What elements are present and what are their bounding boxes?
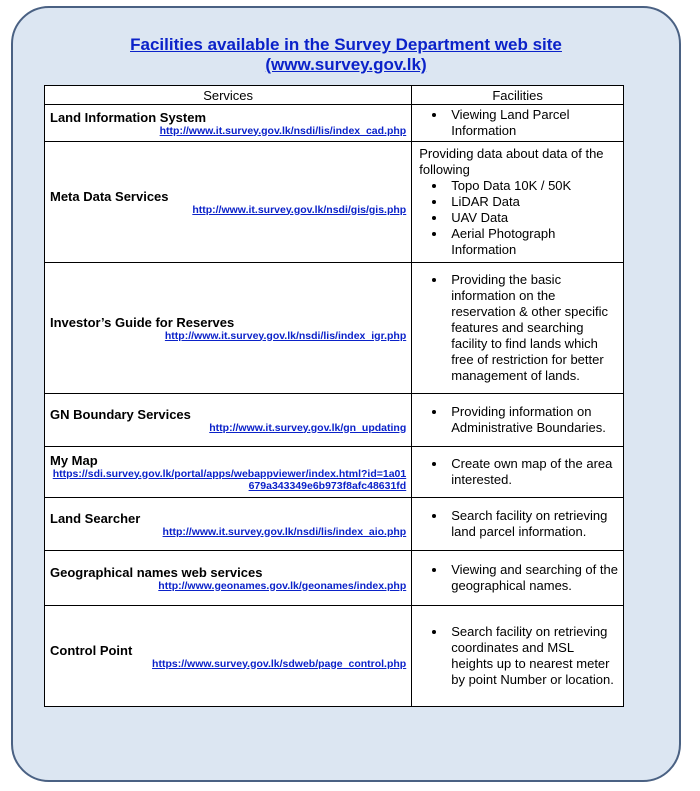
facility-cell [412, 551, 624, 606]
service-name: Geographical names web services [50, 564, 263, 580]
service-name: Meta Data Services [50, 188, 169, 204]
service-link[interactable]: http://www.it.survey.gov.lk/nsdi/lis/index_cad.php [159, 124, 407, 137]
table-row [45, 263, 624, 394]
table-row [45, 142, 624, 263]
facility-item: • Viewing Land Parcel Information [447, 107, 618, 139]
table-row [45, 105, 624, 142]
facility-cell [412, 105, 624, 142]
service-name: Investor’s Guide for Reserves [50, 314, 235, 330]
facilities-table [44, 85, 624, 707]
facility-item: • UAV Data [447, 210, 618, 226]
facility-item: • Providing information on Administrative Boundaries. [447, 404, 618, 436]
service-name: Control Point [50, 642, 133, 658]
facility-item: • Search facility on retrieving land parcel information. [447, 508, 618, 540]
heading-site-link[interactable]: (www.survey.gov.lk) [265, 55, 427, 74]
facility-intro: Providing data about data of the following [419, 146, 604, 177]
facility-cell [412, 447, 624, 498]
table-row [45, 447, 624, 498]
service-cell [45, 142, 412, 263]
facility-item: • Topo Data 10K / 50K [447, 178, 618, 194]
table-header-row [45, 86, 624, 105]
service-cell [45, 498, 412, 551]
service-link[interactable]: http://www.geonames.gov.lk/geonames/index.php [158, 579, 407, 592]
service-cell [45, 105, 412, 142]
service-name: GN Boundary Services [50, 406, 191, 422]
facility-cell [412, 263, 624, 394]
table-row [45, 498, 624, 551]
table-row [45, 394, 624, 447]
facility-cell [412, 606, 624, 707]
facility-item: • Aerial Photograph Information [447, 226, 618, 258]
facility-item: • Viewing and searching of the geographical names. [447, 562, 618, 594]
service-link[interactable]: http://www.it.survey.gov.lk/nsdi/gis/gis.php [192, 203, 407, 216]
table-row [45, 551, 624, 606]
service-link[interactable]: http://www.it.survey.gov.lk/gn_updating [209, 421, 407, 434]
page-heading [13, 35, 679, 75]
service-cell [45, 606, 412, 707]
service-cell [45, 551, 412, 606]
service-name: My Map [50, 452, 98, 468]
heading-title[interactable]: Facilities available in the Survey Department web site [130, 35, 562, 54]
service-name: Land Information System [50, 109, 207, 125]
header-services: Services [45, 86, 412, 105]
facility-cell [412, 498, 624, 551]
service-link[interactable]: https://sdi.survey.gov.lk/portal/apps/webappviewer/index.html?id=1a01679a343349e6b973f8afc48631fd [52, 467, 407, 492]
service-cell [45, 447, 412, 498]
service-link[interactable]: http://www.it.survey.gov.lk/nsdi/lis/index_aio.php [162, 525, 407, 538]
facility-item: • Providing the basic information on the reservation & other specific features and searching facility to find lands which free of restriction for better management of lands. [447, 272, 618, 384]
service-link[interactable]: https://www.survey.gov.lk/sdweb/page_control.php [152, 657, 407, 670]
table-row [45, 606, 624, 707]
facility-cell [412, 394, 624, 447]
header-facilities: Facilities [412, 86, 624, 105]
service-cell [45, 394, 412, 447]
service-name: Land Searcher [50, 510, 141, 526]
service-link[interactable]: http://www.it.survey.gov.lk/nsdi/lis/index_igr.php [164, 329, 407, 342]
facility-item: • LiDAR Data [447, 194, 618, 210]
facility-item: • Search facility on retrieving coordinates and MSL heights up to nearest meter by point Number or location. [447, 624, 618, 688]
facility-cell [412, 142, 624, 263]
facility-item: • Create own map of the area interested. [447, 456, 618, 488]
service-cell [45, 263, 412, 394]
